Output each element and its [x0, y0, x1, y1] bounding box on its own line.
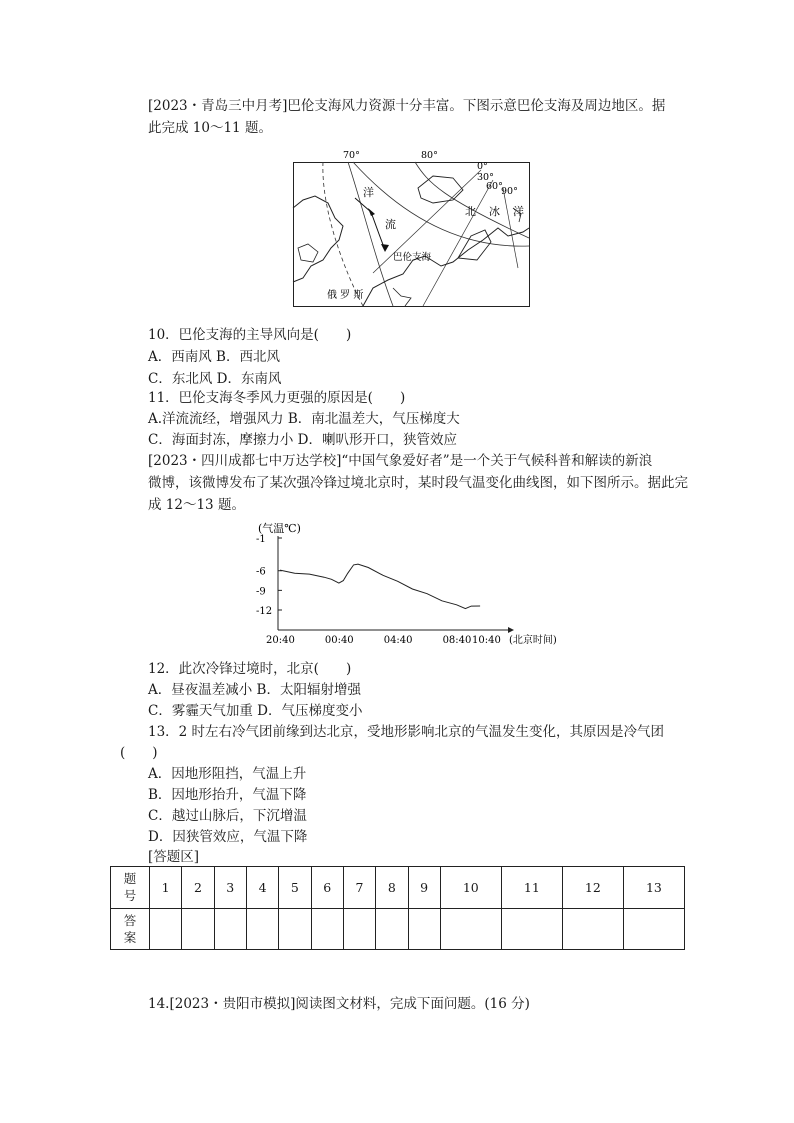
answer-cell-9[interactable] [408, 908, 440, 950]
answer-table [110, 866, 685, 950]
qnum-5: 5 [279, 867, 311, 909]
q12-intro-line-1: [2023・四川成都七中万达学校]“中国气象爱好者”是一个关于气候科普和解读的新浪 [148, 453, 653, 469]
answer-cell-11[interactable] [501, 908, 562, 950]
x-tick-label-4: 10:40 [472, 635, 501, 646]
answer-cell-8[interactable] [376, 908, 408, 950]
answer-cell-6[interactable] [311, 908, 343, 950]
temperature-chart [250, 518, 557, 648]
q12-stem: 12．此次冷锋过境时，北京( ) [148, 661, 352, 677]
answer-area-label: [答题区] [148, 849, 200, 865]
q10-intro-line-1: [2023・青岛三中月考]巴伦支海风力资源十分丰富。下图示意巴伦支海及周边地区。据 [148, 98, 666, 114]
q11-options-ab: A.洋流流经，增强风力 B．南北温差大，气压梯度大 [148, 411, 460, 427]
q12-options-cd: C．雾霾天气加重 D．气压梯度变小 [148, 703, 363, 719]
chart-xlabel: (北京时间) [509, 635, 557, 646]
header-answer: 答 案 [111, 908, 150, 950]
label-barents-sea: 巴伦支海 [393, 252, 432, 263]
q10-options-cd: C．东北风 D．东南风 [148, 371, 282, 387]
q13-stem-line-1: 13．2 时左右冷气团前缘到达北京，受地形影响北京的气温发生变化，其原因是冷气团 [148, 724, 665, 740]
x-axis-arrow [508, 627, 514, 633]
y-tick-label-0: -1 [256, 534, 266, 545]
q12-intro-line-3: 成 12～13 题。 [148, 497, 245, 513]
q13-option-a: A．因地形阻挡，气温上升 [148, 766, 307, 782]
x-tick-label-1: 00:40 [324, 635, 354, 646]
label-30: 30° [477, 172, 494, 183]
q14-stem: 14.[2023・贵阳市模拟]阅读图文材料，完成下面问题。(16 分) [148, 996, 530, 1012]
answer-cell-7[interactable] [343, 908, 375, 950]
label-bei: 北 [465, 205, 476, 218]
qnum-1: 1 [150, 867, 182, 909]
answer-table-answer-row [111, 908, 685, 950]
q13-option-c: C．越过山脉后，下沉增温 [148, 808, 307, 824]
label-russia: 俄 罗 斯 [327, 290, 364, 301]
answer-cell-10[interactable] [440, 908, 501, 950]
temperature-series-line [280, 564, 480, 609]
chart-ylabel: (气温℃) [258, 522, 301, 535]
y-tick-label-3: -12 [256, 606, 273, 617]
label-liu: 流 [385, 218, 396, 231]
y-tick-label-2: -9 [256, 586, 266, 598]
q10-intro-line-2: 此完成 10～11 题。 [148, 120, 272, 136]
answer-cell-12[interactable] [562, 908, 623, 950]
q12-options-ab: A．昼夜温差减小 B．太阳辐射增强 [148, 682, 361, 698]
answer-table-number-row [111, 867, 685, 909]
answer-cell-3[interactable] [214, 908, 246, 950]
x-tick-label-3: 08:40 [442, 635, 472, 646]
label-yang2: 洋 [513, 205, 524, 218]
q13-stem-line-2: ( ) [120, 745, 158, 761]
label-80: 80° [421, 150, 438, 161]
label-yang: 洋 [363, 186, 374, 199]
q13-option-b: B．因地形抬升，气温下降 [148, 787, 307, 803]
header-question-number: 题 号 [111, 867, 150, 909]
answer-cell-1[interactable] [150, 908, 182, 950]
q11-stem: 11．巴伦支海冬季风力更强的原因是( ) [148, 390, 406, 406]
q10-stem: 10．巴伦支海的主导风向是( ) [148, 327, 352, 343]
y-tick-label-1: -6 [256, 566, 266, 578]
q10-options-ab: A．西南风 B．西北风 [148, 349, 280, 365]
label-60: 60° [486, 181, 503, 192]
barents-sea-map [293, 148, 531, 308]
label-70: 70° [343, 150, 360, 161]
qnum-6: 6 [311, 867, 343, 909]
label-0: 0° [477, 161, 488, 172]
qnum-10: 10 [440, 867, 501, 909]
x-tick-label-0: 20:40 [266, 635, 295, 646]
qnum-8: 8 [376, 867, 408, 909]
answer-cell-2[interactable] [182, 908, 214, 950]
qnum-2: 2 [182, 867, 214, 909]
qnum-13: 13 [623, 867, 684, 909]
q13-option-d: D．因狭管效应，气温下降 [148, 829, 308, 845]
x-tick-label-2: 04:40 [383, 635, 413, 646]
qnum-3: 3 [214, 867, 246, 909]
qnum-12: 12 [562, 867, 623, 909]
label-bing: 冰 [489, 205, 500, 218]
q12-intro-line-2: 微博，该微博发布了某次强冷锋过境北京时，某时段气温变化曲线图，如下图所示。据此完 [148, 475, 688, 491]
answer-cell-13[interactable] [623, 908, 684, 950]
qnum-11: 11 [501, 867, 562, 909]
label-90: 90° [501, 186, 518, 197]
qnum-9: 9 [408, 867, 440, 909]
qnum-4: 4 [246, 867, 278, 909]
qnum-7: 7 [343, 867, 375, 909]
q11-options-cd: C．海面封冻，摩擦力小 D．喇叭形开口，狭管效应 [148, 432, 457, 448]
answer-cell-5[interactable] [279, 908, 311, 950]
answer-cell-4[interactable] [246, 908, 278, 950]
